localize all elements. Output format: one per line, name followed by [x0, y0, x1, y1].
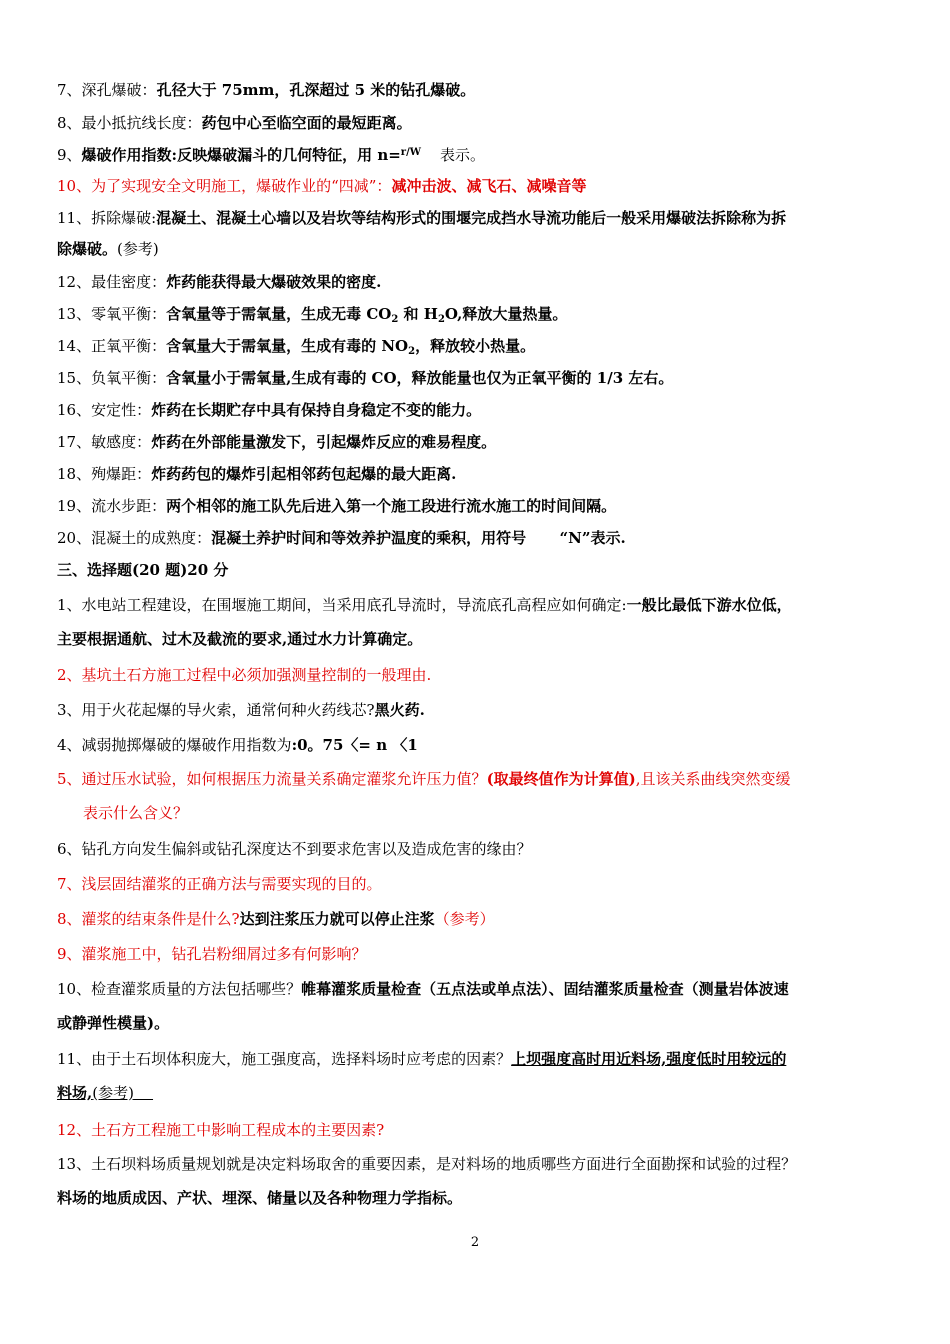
line-12: 12、最佳密度：炸药能获得最大爆破效果的密度. [57, 273, 382, 291]
line-18: 18、殉爆距：炸药药包的爆炸引起相邻药包起爆的最大距离. [57, 465, 457, 483]
q-10: 10、检查灌浆质量的方法包括哪些？帷幕灌浆质量检查（五点法或单点法）、固结灌浆质量检查（测量岩体波速 [57, 980, 789, 998]
q-10-cont: 或静弹性模量)。 [57, 1014, 170, 1032]
line-14: 14、正氧平衡：含氧量大于需氧量，生成有毒的 $NO_2$，释放较小热量。 [57, 337, 536, 357]
line-20: 20、混凝土的成熟度：混凝土养护时间和等效养护温度的乘积，用符号 “N”表示. [57, 529, 626, 547]
q-5-cont: 表示什么含义？ [83, 804, 189, 822]
q-13-cont: 料场的地质成因、产状、埋深、储量以及各种物理力学指标。 [57, 1189, 463, 1207]
line-7: 7、深孔爆破：孔径大于 75mm，孔深超过 5 米的钻孔爆破。 [57, 81, 476, 99]
q-8: 8、灌浆的结束条件是什么?达到注浆压力就可以停止注浆（参考） [57, 910, 495, 928]
q-1: 1、水电站工程建设，在围堰施工期间，当采用底孔导流时，导流底孔高程应如何确定:一般比最低下游水位低， [57, 596, 792, 614]
page-number: 2 [470, 1235, 480, 1250]
section-heading: 三、选择题(20 题)20 分 [57, 561, 229, 579]
line-11: 11、拆除爆破:混凝土、混凝土心墙以及岩坎等结构形式的围堰完成挡水导流功能后一般采用爆破法拆除称为拆 [57, 209, 787, 227]
q-11: 11、由于土石坝体积庞大，施工强度高，选择料场时应考虑的因素？上坝强度高时用近料场,强度低时用较远的 [57, 1050, 787, 1068]
line-16: 16、安定性：炸药在长期贮存中具有保持自身稳定不变的能力。 [57, 401, 482, 419]
line-13: 13、零氧平衡：含氧量等于需氧量，生成无毒 $CO_2$ 和 $H_2O$,释放大量热量。 [57, 305, 568, 325]
q-1-cont: 主要根据通航、过木及截流的要求,通过水力计算确定。 [57, 630, 423, 648]
line-17: 17、敏感度：炸药在外部能量激发下，引起爆炸反应的难易程度。 [57, 433, 497, 451]
line-8: 8、最小抵抗线长度：药包中心至临空面的最短距离。 [57, 114, 412, 132]
line-15: 15、负氧平衡：含氧量小于需氧量,生成有毒的 CO，释放能量也仅为正氧平衡的 1/3 左右。 [57, 369, 674, 387]
q-11-cont: 料场,(参考) [57, 1084, 134, 1102]
q-7: 7、浅层固结灌浆的正确方法与需要实现的目的。 [57, 875, 382, 893]
line-11-cont: 除爆破。(参考) [57, 240, 159, 258]
q-12: 12、土石方工程施工中影响工程成本的主要因素? [57, 1121, 385, 1139]
q-9: 9、灌浆施工中，钻孔岩粉细屑过多有何影响？ [57, 945, 367, 963]
line-10: 10、为了实现安全文明施工，爆破作业的“四减”：减冲击波、减飞石、减噪音等 [57, 177, 587, 195]
q-6: 6、钻孔方向发生偏斜或钻孔深度达不到要求危害以及造成危害的缘由？ [57, 840, 532, 858]
line-9: 9、爆破作用指数:反映爆破漏斗的几何特征，用 n=$^{r/W}$ 表示。 [57, 146, 486, 164]
q-3: 3、用于火花起爆的导火索，通常何种火药线芯?黑火药. [57, 701, 425, 719]
q-2: 2、基坑土石方施工过程中必须加强测量控制的一般理由. [57, 666, 432, 684]
q-13: 13、土石坝料场质量规划就是决定料场取舍的重要因素，是对料场的地质哪些方面进行全面勘探和试验的过程？ [57, 1155, 797, 1173]
q-5: 5、通过压水试验，如何根据压力流量关系确定灌浆允许压力值？(取最终值作为计算值),且该关系曲线突然变缓 [57, 770, 791, 788]
q-4: 4、减弱抛掷爆破的爆破作用指数为:0。75〈= n 〈1 [57, 736, 418, 754]
line-19: 19、流水步距：两个相邻的施工队先后进入第一个施工段进行流水施工的时间间隔。 [57, 497, 617, 515]
